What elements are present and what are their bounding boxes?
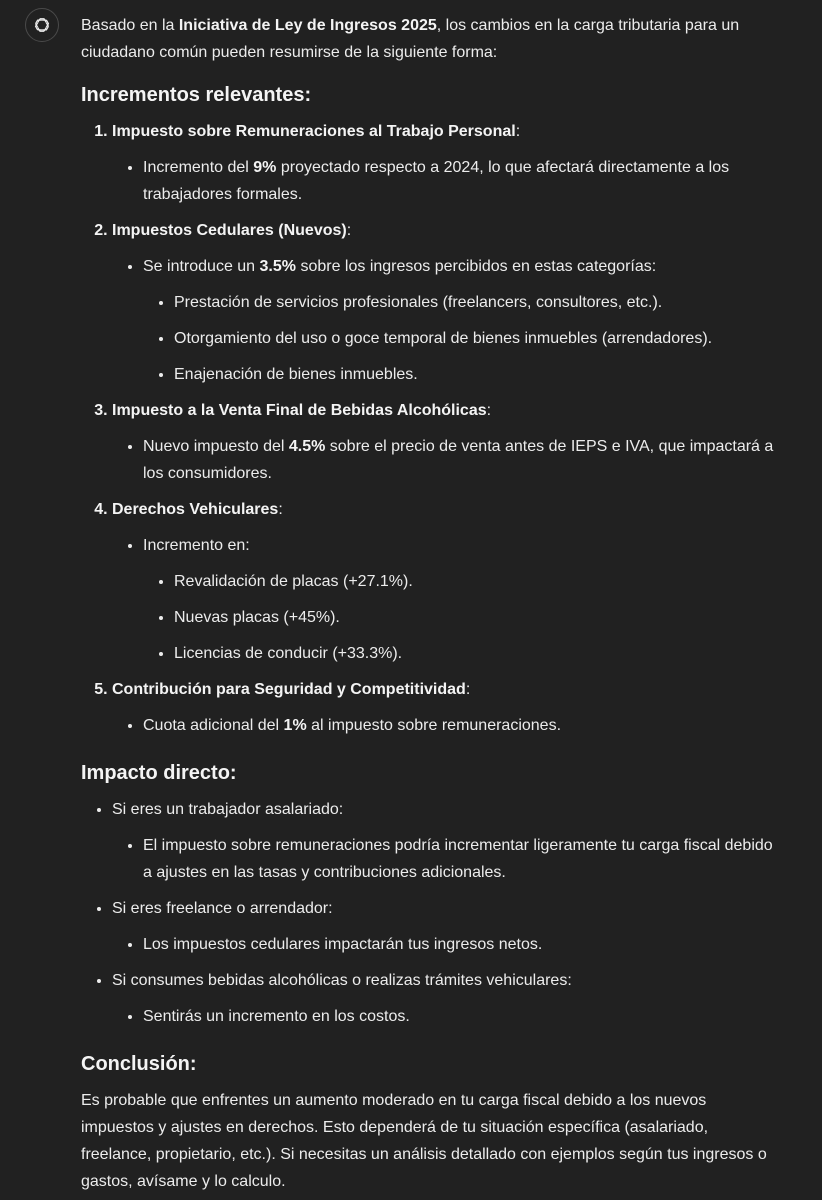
list-item: • Otorgamiento del uso o goce temporal de bienes inmuebles (arrendadores). bbox=[174, 325, 781, 352]
bullet-text: Nuevo impuesto del bbox=[143, 438, 289, 455]
item-colon: : bbox=[515, 123, 521, 140]
item-title: Impuesto sobre Remuneraciones al Trabajo Personal bbox=[112, 123, 516, 140]
sub-list bbox=[112, 712, 781, 739]
item-title: Contribución para Seguridad y Competitividad bbox=[112, 681, 466, 698]
intro-text-bold: Iniciativa de Ley de Ingresos 2025 bbox=[178, 17, 437, 34]
section-heading-incrementos: Incrementos relevantes: bbox=[81, 84, 312, 106]
intro-text-post: , los cambios en la carga tributaria para un ciudadano común pueden resumirse de la siguiente forma: bbox=[81, 17, 740, 61]
conclusion-paragraph: Es probable que enfrentes un aumento moderado en tu carga fiscal debido a los nuevos impuestos y ajustes en derechos. Esto dependerá de tu situación específica (asalariado, freelance, propietario, etc.). Si necesitas un análisis detallado con ejemplos según tus ingresos o gastos, avísame y lo calculo. bbox=[81, 1092, 767, 1190]
bullet-text: al impuesto sobre remuneraciones. bbox=[306, 717, 562, 734]
bullet-text: Si eres freelance o arrendador: bbox=[112, 900, 333, 917]
assistant-message bbox=[81, 12, 781, 1195]
sub-list bbox=[112, 931, 781, 958]
item-colon: : bbox=[486, 402, 492, 419]
list-item: • Revalidación de placas (+27.1%). bbox=[174, 568, 781, 595]
bullet-text: Incremento en: bbox=[143, 537, 250, 554]
item-colon: : bbox=[346, 222, 352, 239]
sub-list bbox=[112, 1003, 781, 1030]
sub-list bbox=[112, 832, 781, 886]
sub-list bbox=[112, 433, 781, 487]
incrementos-list bbox=[81, 118, 781, 739]
bullet-text: Incremento del bbox=[143, 159, 254, 176]
list-item bbox=[112, 676, 781, 739]
item-colon: : bbox=[278, 501, 283, 518]
sub-sub-list bbox=[143, 568, 781, 667]
bullet-text: Se introduce un bbox=[143, 258, 260, 275]
list-item bbox=[143, 532, 781, 667]
list-item bbox=[112, 217, 781, 388]
bullet-text: Si eres un trabajador asalariado: bbox=[112, 801, 344, 818]
list-item bbox=[143, 253, 781, 388]
bullet-text: sobre el precio de venta antes de IEPS e IVA, que impactará a los consumidores. bbox=[143, 438, 774, 482]
bullet-text: Cuota adicional del bbox=[143, 717, 284, 734]
bullet-text: sobre los ingresos percibidos en estas categorías: bbox=[296, 258, 657, 275]
bullet-bold: 4.5% bbox=[288, 438, 326, 455]
sub-sub-list bbox=[143, 289, 781, 388]
list-item bbox=[112, 967, 781, 1030]
list-item bbox=[112, 496, 781, 667]
bullet-bold: 9% bbox=[253, 159, 277, 176]
list-item bbox=[112, 796, 781, 886]
bullet-text: Si consumes bebidas alcohólicas o realizas trámites vehiculares: bbox=[112, 972, 572, 989]
intro-text-pre: Basado en la bbox=[81, 17, 179, 34]
sub-list bbox=[112, 154, 781, 208]
list-item: • Prestación de servicios profesionales (freelancers, consultores, etc.). bbox=[174, 289, 781, 316]
sub-list bbox=[112, 532, 781, 667]
list-item: • Nuevas placas (+45%). bbox=[174, 604, 781, 631]
list-item bbox=[112, 118, 781, 208]
sub-list bbox=[112, 253, 781, 388]
bullet-text: proyectado respecto a 2024, lo que afectará directamente a los trabajadores formales. bbox=[143, 159, 730, 203]
list-item: • Los impuestos cedulares impactarán tus ingresos netos. bbox=[143, 931, 781, 958]
item-title: Impuesto a la Venta Final de Bebidas Alcohólicas bbox=[112, 402, 487, 419]
item-title: Impuestos Cedulares (Nuevos) bbox=[112, 222, 347, 239]
list-item bbox=[143, 154, 781, 208]
list-item: • El impuesto sobre remuneraciones podría incrementar ligeramente tu carga fiscal debido a ajustes en las tasas y contribuciones adicionales. bbox=[143, 832, 781, 886]
bullet-bold: 3.5% bbox=[259, 258, 296, 275]
list-item bbox=[112, 895, 781, 958]
section-heading-impacto: Impacto directo: bbox=[81, 762, 237, 784]
intro-paragraph bbox=[81, 12, 781, 66]
impacto-list bbox=[81, 796, 781, 1030]
chatgpt-logo-icon bbox=[32, 15, 52, 35]
bullet-bold: 1% bbox=[283, 717, 307, 734]
list-item bbox=[143, 433, 781, 487]
list-item bbox=[112, 397, 781, 487]
list-item bbox=[143, 712, 781, 739]
list-item: • Sentirás un incremento en los costos. bbox=[143, 1003, 781, 1030]
item-colon: : bbox=[465, 681, 471, 698]
assistant-avatar bbox=[25, 8, 59, 42]
section-heading-conclusion: Conclusión: bbox=[81, 1053, 197, 1075]
list-item: • Licencias de conducir (+33.3%). bbox=[174, 640, 781, 667]
list-item: • Enajenación de bienes inmuebles. bbox=[174, 361, 781, 388]
item-title: Derechos Vehiculares bbox=[112, 501, 279, 518]
